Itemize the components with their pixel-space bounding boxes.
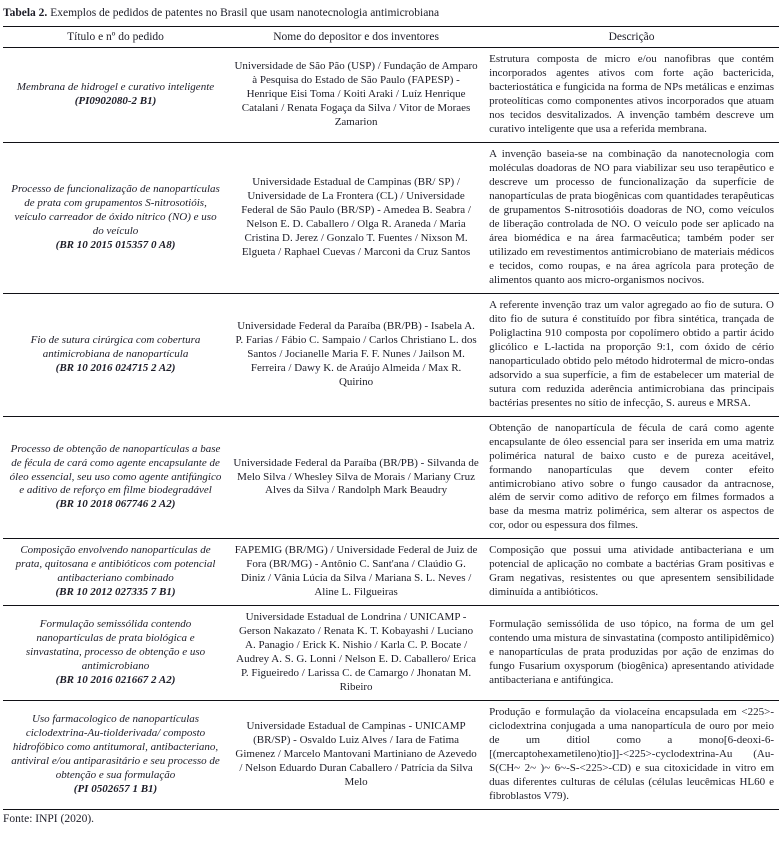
table-row (3, 48, 779, 143)
table-row (3, 416, 779, 539)
patent-title-cell (3, 606, 228, 701)
patent-depositor-cell: Universidade Federal da Paraíba (BR/PB) - Silvanda de Melo Silva / Whesley Silva de Morais / Mariany Cruz Alves da Silva / Randolph Mark Beaudry (228, 416, 484, 539)
table-caption (3, 6, 779, 20)
patents-table (3, 26, 779, 809)
column-header-title: Título e nº do pedido (3, 27, 228, 48)
patent-depositor-cell: Universidade Estadual de Campinas (BR/ SP) / Universidade de La Frontera (CL) / Universidade Federal de São Paulo (BR/SP) - Amedea B. Seabra / Nelson E. D. Caballero / Olga R. Araneda / Maria Cristina D. Jerez / Gonzalo T. Fuentes / Nixson M. Elgueta / Raphael Cuevas / Marconi da Cruz Santos (228, 143, 484, 294)
patent-description-cell: Obtenção de nanopartícula de fécula de cará como agente encapsulante de óleo essencial para ser inserida em uma matriz polimérica natural de baixo custo e de pureza aceitável, formando nanopartículas que devem conter efeito antimicrobiano ativo sobre o fungo causador da antracnose, além de servir como aditivo de reforço em filmes formados a base da mesma matriz polimérica, sem alterar os aspectos de cor, odor ou espessura dos filmes. (484, 416, 779, 539)
patent-number: (BR 10 2016 021667 2 A2) (55, 674, 176, 687)
patent-depositor-cell: Universidade Estadual de Campinas - UNICAMP (BR/SP) - Osvaldo Luiz Alves / Iara de Fatima Gimenez / Marcelo Mantovani Martiniano de Azevedo / Nelson Eduardo Duran Caballero / Patrícia da Silva Melo (228, 701, 484, 810)
patent-number: (BR 10 2015 015357 0 A8) (55, 238, 176, 251)
patent-depositor-cell: Universidade Federal da Paraíba (BR/PB) - Isabela A. P. Farias / Fábio C. Sampaio / Carlos Christiano L. dos Santos / Jocianelle Maria F. F. Nunes / Jailson M. Ferreira / Dawy K. de Araújo Almeida / Max R. Quirino (228, 293, 484, 416)
patent-description-cell: A invenção baseia-se na combinação da nanotecnologia com moléculas doadoras de NO para viabilizar seu uso terapêutico e descreve um processo de funcionalização da superfície de nanopartículas de prata biogênicas com quantidades terapêuticas de grupamentos S-nitrosotióis doadoras de NO, como veículos de liberação controlada de NO. O veículo pode ser aplicado na área biomédica e na área farmacêutica; também poder ser utilizado em revestimentos antimicrobiano de materiais médicos e tecidos, como roupas, e na área agrícola para proteção de alimentos quanto aos micro-organismos nocivos. (484, 143, 779, 294)
patent-description-cell: Produção e formulação da violaceína encapsulada em <225>-ciclodextrina conjugada a uma nanopartícula de ouro por meio de um ditiol como a mono[6-deoxi-6-[(mercaptohexametileno)tio]]-<225>-cyclodextrina-Au (Au-S(CH~ 2~ )~ 6~-S-<225>-CD) e sua citoxicidade in vitro em duas diferentes culturas de células (células leucêmicas HL60 e fibroblastos V79). (484, 701, 779, 810)
patent-title: Processo de funcionalização de nanopartículas de prata com grupamentos S-nitrosotióis, veículo carreador de óxido nítrico (NO) e uso do veículo (11, 183, 220, 238)
column-header-depositor: Nome do depositor e dos inventores (228, 27, 484, 48)
patent-title-cell (3, 701, 228, 810)
patent-title: Membrana de hidrogel e curativo inteligente (16, 81, 215, 94)
patent-number: (PI 0502657 1 B1) (73, 782, 158, 795)
patent-description-cell: Formulação semissólida de uso tópico, na forma de um gel contendo uma mistura de sinvastatina (composto antilipidêmico) e nanopartículas de prata produzidas por ação de enzimas do fungo Fusarium oxysporum (biogênica) apresentando atividade antibacteriana e antifúngica. (484, 606, 779, 701)
patent-depositor-cell: FAPEMIG (BR/MG) / Universidade Federal de Juiz de Fora (BR/MG) - Antônio C. Sant'ana / Claúdio G. Diniz / Vânia Lúcia da Silva / Mariana S. L. Neves / Aline L. Filgueiras (228, 539, 484, 606)
patent-description-cell: A referente invenção traz um valor agregado ao fio de sutura. O dito fio de sutura é constituído por fibra sintética, trançada de Poliglactina 910 composta por copolímero obtido a partir ácido glicólico e L-lactida na proporção 9:1, com óxido de cério nanoparticulado obtido pelo método hidrotermal de micro-ondas adsorvido a sua superfície, a fim de estabelecer um material de sutura com reduzida aderência antimicrobiana das principais bactérias presentes no sítio de infecção, S. aureus e MRSA. (484, 293, 779, 416)
table-row (3, 606, 779, 701)
table-caption-label: Tabela 2. (3, 7, 48, 19)
table-row (3, 701, 779, 810)
patent-depositor-cell: Universidade de São Pão (USP) / Fundação de Amparo à Pesquisa do Estado de São Paulo (FAPESP) - Henrique Eisi Toma / Koiti Araki / Luíz Henrique Catalani / Renata Fogaça da Silva / Vitor de Moraes Zamarion (228, 48, 484, 143)
patent-title: Formulação semissólida contendo nanopartículas de prata biológica e sinvastatina, processo de obtenção e uso antimicrobiano (25, 618, 206, 673)
table-caption-text: Exemplos de pedidos de patentes no Brasil que usam nanotecnologia antimicrobiana (47, 7, 440, 19)
patent-title: Uso farmacologico de nanopartículas ciclodextrina-Au-tiolderivada/ composto hidrofóbico como antitumoral, antibacteriano, antiviral e/ou antiparasitário e seu processo de obtenção e sua formulação (11, 713, 220, 781)
table-header (3, 27, 779, 48)
table-row (3, 539, 779, 606)
patent-title-cell (3, 293, 228, 416)
column-header-description: Descrição (484, 27, 779, 48)
patent-number: (BR 10 2012 027335 7 B1) (55, 586, 176, 599)
patent-number: (BR 10 2018 067746 2 A2) (55, 498, 176, 511)
patent-title-cell (3, 143, 228, 294)
source-note: Fonte: INPI (2020). (3, 812, 95, 825)
table-row (3, 143, 779, 294)
patent-number: (BR 10 2016 024715 2 A2) (55, 361, 176, 374)
table-row (3, 293, 779, 416)
patent-title-cell (3, 539, 228, 606)
patent-description-cell: Estrutura composta de micro e/ou nanofibras que contém incorporados agentes ativos com forte ação bactericida, bacteriostática e fungicida na forma de NPs metálicas e enzimas proteolíticas como componentes ativos incorporados que atuam nos tecidos desvitalizados. A invenção também descreve um curativo inteligente que usa a referida membrana. (484, 48, 779, 143)
patent-title: Processo de obtenção de nanopartículas a base de fécula de cará como agente encapsulante de óleo essencial, seu uso como agente antifúngico e aditivo de reforço em filme biodegradável (9, 442, 222, 497)
patent-depositor-cell: Universidade Estadual de Londrina / UNICAMP - Gerson Nakazato / Renata K. T. Kobayashi / Luciano A. Panagio / Erick K. Nishio / Karla C. P. Bocate / Audrey A. S. G. Lonni / Nelson E. D. Caballero/ Erica P. Figueiredo / Larissa C. de Camargo / Jhonatan M. Ribeiro (228, 606, 484, 701)
patent-title: Composição envolvendo nanopartículas de prata, quitosana e antibióticos com potencial antibacteriano combinado (15, 544, 216, 585)
patent-title-cell (3, 48, 228, 143)
patent-number: (PI0902080-2 B1) (74, 95, 157, 108)
patent-description-cell: Composição que possui uma atividade antibacteriana e um potencial de aplicação no combate a bactérias Gram positivas e Gram negativas, resistentes ou que apresentem sensibilidade diminuída a antibióticos. (484, 539, 779, 606)
patent-title-cell (3, 416, 228, 539)
table-body (3, 48, 779, 809)
patent-title: Fio de sutura cirúrgica com cobertura antimicrobiana de nanopartícula (30, 333, 201, 360)
